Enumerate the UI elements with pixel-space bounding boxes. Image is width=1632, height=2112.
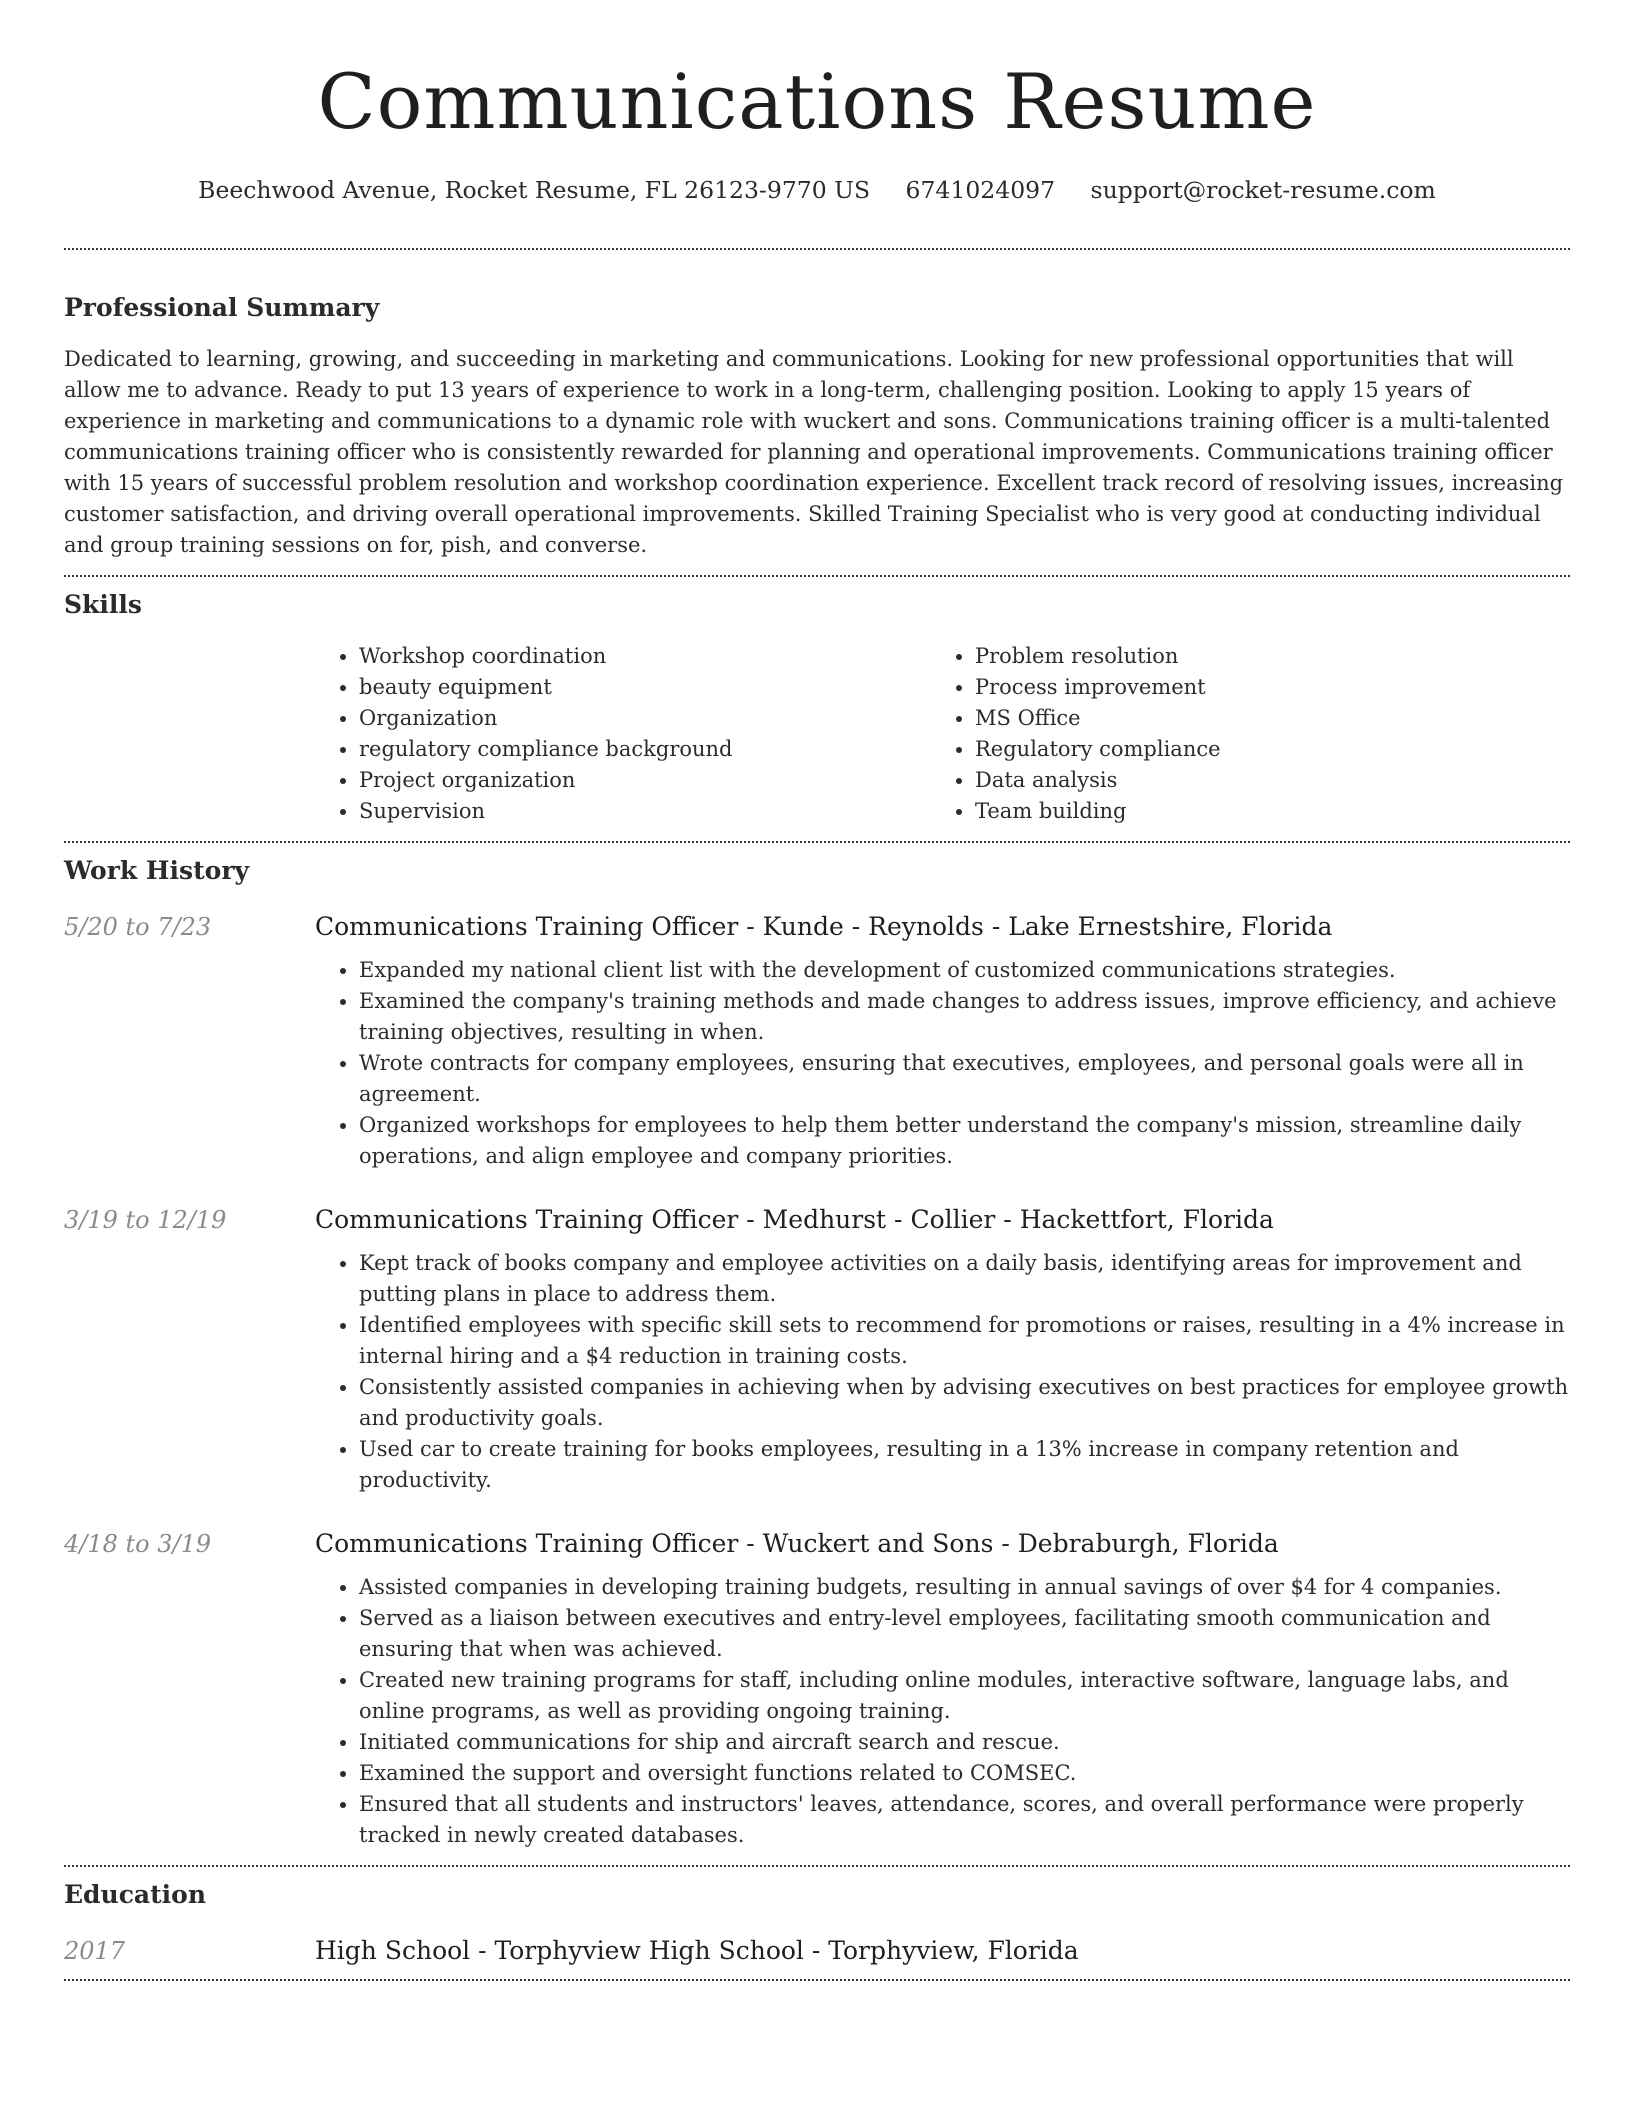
skill-item: • Organization (359, 703, 931, 734)
divider (64, 248, 1570, 250)
job-bullet: • Assisted companies in developing training budgets, resulting in annual savings of over $4 for 4 companies. (359, 1572, 1570, 1603)
job-bullet: • Kept track of books company and employee activities on a daily basis, identifying areas for improvement and putting plans in place to address them. (359, 1248, 1570, 1310)
skill-item: • Project organization (359, 765, 931, 796)
email: support@rocket-resume.com (1090, 176, 1436, 204)
job-bullets (315, 1572, 1570, 1851)
job-bullet: • Identified employees with specific skill sets to recommend for promotions or raises, resulting in a 4% increase in internal hiring and a $4 reduction in training costs. (359, 1310, 1570, 1372)
job-title: Communications Training Officer - Medhurst - Collier - Hackettfort, Florida (315, 1205, 1274, 1234)
skill-item: • MS Office (975, 703, 1547, 734)
job-bullet: • Used car to create training for books employees, resulting in a 13% increase in company retention and productivity. (359, 1434, 1570, 1496)
resume-title: Communications Resume (317, 57, 1317, 146)
work-history-section (64, 853, 1570, 1851)
divider (64, 1865, 1570, 1867)
skill-item: • Regulatory compliance (975, 734, 1547, 765)
divider (64, 841, 1570, 843)
job-title: Communications Training Officer - Kunde - Reynolds - Lake Ernestshire, Florida (315, 912, 1333, 941)
job-bullet: • Ensured that all students and instructors' leaves, attendance, scores, and overall performance were properly tracked in newly created databases. (359, 1789, 1570, 1851)
job-bullets (315, 955, 1570, 1172)
education-title: High School - Torphyview High School - Torphyview, Florida (315, 1936, 1079, 1965)
education-entry (64, 1933, 1570, 1969)
skill-item: • Workshop coordination (359, 641, 931, 672)
divider (64, 575, 1570, 577)
job-entry (64, 909, 1570, 1172)
job-date: 3/19 to 12/19 (64, 1206, 227, 1234)
job-bullet: • Expanded my national client list with the development of customized communications strategies. (359, 955, 1570, 986)
education-section (64, 1877, 1570, 1969)
summary-heading: Professional Summary (64, 293, 380, 322)
job-bullet: • Served as a liaison between executives and entry-level employees, facilitating smooth communication and ensuring that when was achieved. (359, 1603, 1570, 1665)
education-heading: Education (64, 1880, 207, 1909)
skills-column-left (315, 641, 931, 827)
job-bullet: • Created new training programs for staff, including online modules, interactive software, language labs, and online programs, as well as providing ongoing training. (359, 1665, 1570, 1727)
skills-section (64, 587, 1570, 827)
job-title: Communications Training Officer - Wuckert and Sons - Debraburgh, Florida (315, 1529, 1279, 1558)
education-date: 2017 (64, 1937, 126, 1965)
resume-page (64, 0, 1570, 1981)
job-bullets (315, 1248, 1570, 1496)
contact-line (64, 172, 1570, 208)
skills-list (315, 641, 1570, 827)
job-entry (64, 1202, 1570, 1496)
job-bullet: • Examined the support and oversight functions related to COMSEC. (359, 1758, 1570, 1789)
address: Beechwood Avenue, Rocket Resume, FL 26123-9770 US (198, 176, 871, 204)
summary-section (64, 290, 1570, 561)
work-history-heading: Work History (64, 856, 250, 885)
skill-item: • beauty equipment (359, 672, 931, 703)
skills-column-right (931, 641, 1547, 827)
job-bullet: • Initiated communications for ship and aircraft search and rescue. (359, 1727, 1570, 1758)
skill-item: • Data analysis (975, 765, 1547, 796)
skill-item: • Process improvement (975, 672, 1547, 703)
job-bullet: • Consistently assisted companies in achieving when by advising executives on best practices for employee growth and productivity goals. (359, 1372, 1570, 1434)
job-entry (64, 1526, 1570, 1851)
divider (64, 1979, 1570, 1981)
job-bullet: • Organized workshops for employees to help them better understand the company's mission, streamline daily operations, and align employee and company priorities. (359, 1110, 1570, 1172)
skill-item: • regulatory compliance background (359, 734, 931, 765)
job-date: 4/18 to 3/19 (64, 1530, 212, 1558)
job-date: 5/20 to 7/23 (64, 913, 212, 941)
skill-item: • Problem resolution (975, 641, 1547, 672)
job-bullet: • Wrote contracts for company employees, ensuring that executives, employees, and personal goals were all in agreement. (359, 1048, 1570, 1110)
job-bullet: • Examined the company's training methods and made changes to address issues, improve efficiency, and achieve training objectives, resulting in when. (359, 986, 1570, 1048)
summary-text: Dedicated to learning, growing, and succeeding in marketing and communications. Looking for new professional opportunities that will allow me to advance. Ready to put 13 years of experience to work in a long-term, challenging position. Looking to apply 15 years of experience in marketing and communications to a dynamic role with wuckert and sons. Communications training officer is a multi-talented communications training officer who is consistently rewarded for planning and operational improvements. Communications training officer with 15 years of successful problem resolution and workshop coordination experience. Excellent track record of resolving issues, increasing customer satisfaction, and driving overall operational improvements. Skilled Training Specialist who is very good at conducting individual and group training sessions on for, pish, and converse. (64, 347, 1564, 557)
skill-item: • Supervision (359, 796, 931, 827)
skill-item: • Team building (975, 796, 1547, 827)
skills-heading: Skills (64, 590, 142, 619)
phone: 6741024097 (905, 176, 1056, 204)
